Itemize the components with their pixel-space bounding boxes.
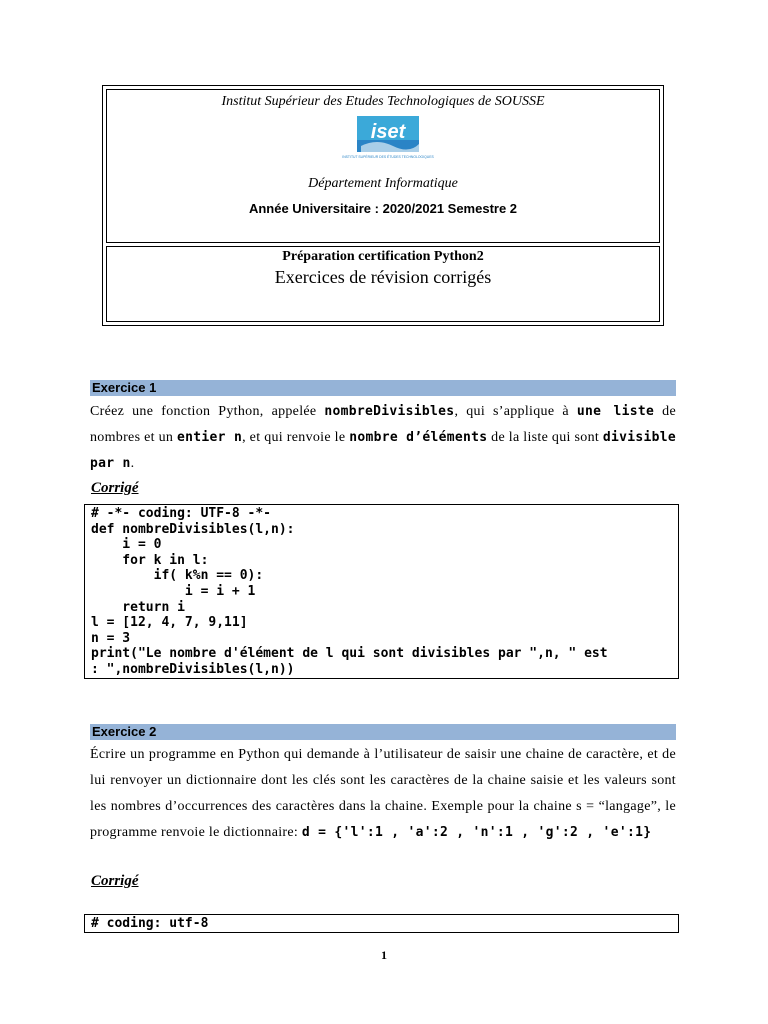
institution-name: Institut Supérieur des Etudes Technologiques de SOUSSE [221, 94, 545, 109]
logo-text: iset [370, 121, 406, 143]
logo-subtext: INSTITUT SUPÉRIEUR DES ÉTUDES TECHNOLOGIQUES [342, 155, 434, 159]
page-number: 1 [381, 948, 387, 962]
academic-year: Année Universitaire : 2020/2021 Semestre 2 [248, 201, 518, 216]
exercise-2-heading: Exercice 2 [90, 724, 676, 740]
header-top [106, 89, 660, 243]
preparation-label: Préparation certification Python2 [282, 249, 484, 264]
header-bottom [106, 246, 660, 322]
exercise-1-heading: Exercice 1 [90, 380, 676, 396]
exercise-1-corrige-label: Corrigé [91, 480, 139, 496]
exercise-1-code-block: # -*- coding: UTF-8 -*- def nombreDivisibles(l,n): i = 0 for k in l: if( k%n == 0): i = i + 1 return i l = [12, 4, 7, 9,11] n = 3 print("Le nombre d'élément de l qui sont divisibles par ",n, " est : ",nombreDivisibles(l,n)) [84, 504, 679, 679]
document-title: Exercices de révision corrigés [274, 267, 492, 287]
iset-logo [342, 116, 434, 166]
department: Département Informatique [308, 176, 458, 191]
exercise-1-statement: Créez une fonction Python, appelée nombreDivisibles, qui s’applique à une liste de nombres et un entier n, et qui renvoie le nombre d’éléments de la liste qui sont divisible par n. [90, 404, 677, 471]
exercise-2-code-block: # coding: utf-8 [84, 914, 679, 933]
header-box [102, 85, 664, 326]
exercise-2-corrige-label: Corrigé [91, 873, 139, 889]
exercise-2-statement: Écrire un programme en Python qui demande à l’utilisateur de saisir une chaine de caractère, et de lui renvoyer un dictionnaire dont les clés sont les caractères de la chaine saisie et les valeurs sont les nombres d’occurrences des caractères dans la chaine. Exemple pour la chaine s = “langage”, le programme renvoie le dictionnaire: d = {'l':1 , 'a':2 , 'n':1 , 'g':2 , 'e':1} [90, 747, 676, 840]
